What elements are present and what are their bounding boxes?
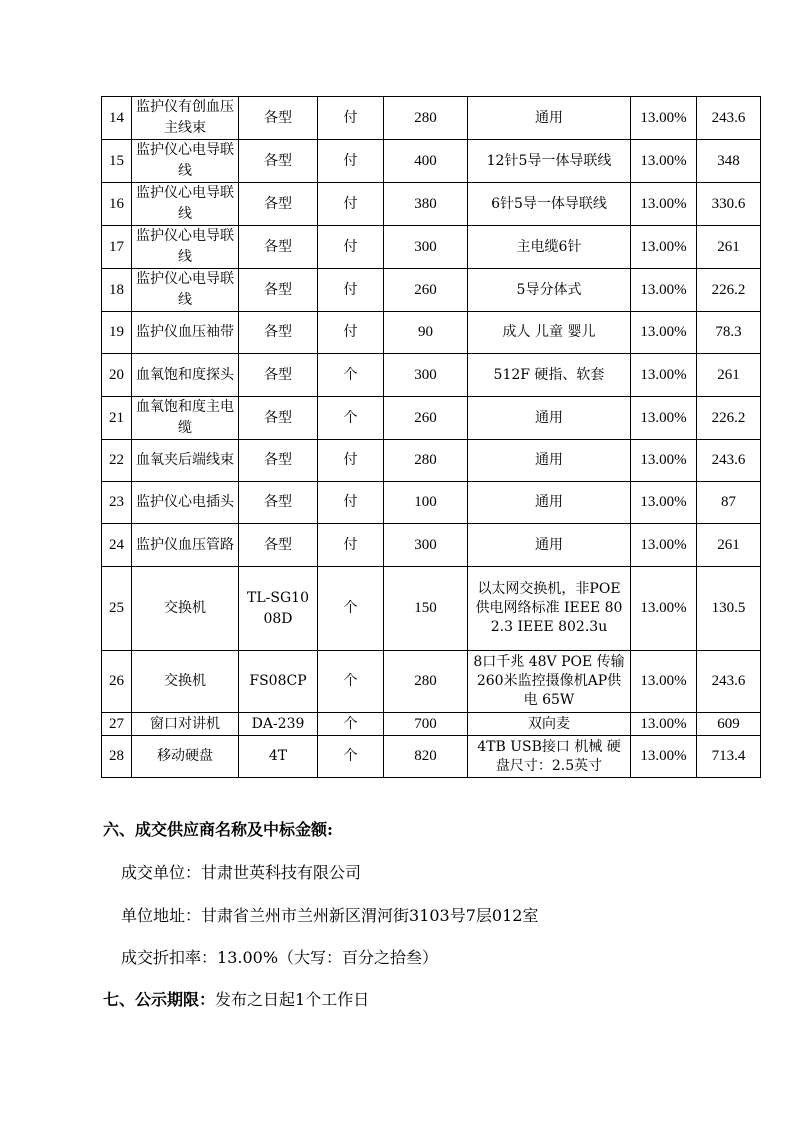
cell-remark: 成人 儿童 婴儿 xyxy=(468,312,631,354)
cell-price: 280 xyxy=(384,651,468,713)
cell-price: 300 xyxy=(384,226,468,269)
cell-amount: 330.6 xyxy=(697,183,761,226)
cell-model: 各型 xyxy=(239,440,318,482)
cell-remark: 通用 xyxy=(468,97,631,140)
cell-model: 各型 xyxy=(239,226,318,269)
cell-name: 移动硬盘 xyxy=(132,736,239,778)
cell-model: TL-SG1008D xyxy=(239,567,318,651)
address-line xyxy=(121,903,538,926)
cell-no: 23 xyxy=(102,482,132,524)
cell-remark: 4TB USB接口 机械 硬盘尺寸：2.5英寸 xyxy=(468,736,631,778)
table-row xyxy=(102,354,761,397)
company-line xyxy=(121,860,361,883)
cell-unit: 付 xyxy=(318,140,384,183)
cell-amount: 243.6 xyxy=(697,440,761,482)
table-row xyxy=(102,226,761,269)
cell-remark: 主电缆6针 xyxy=(468,226,631,269)
cell-unit: 个 xyxy=(318,354,384,397)
cell-rate: 13.00% xyxy=(631,354,697,397)
cell-name: 监护仪有创血压主线束 xyxy=(132,97,239,140)
cell-amount: 261 xyxy=(697,524,761,567)
table-row xyxy=(102,482,761,524)
cell-rate: 13.00% xyxy=(631,651,697,713)
cell-price: 280 xyxy=(384,97,468,140)
cell-no: 28 xyxy=(102,736,132,778)
cell-amount: 78.3 xyxy=(697,312,761,354)
cell-no: 18 xyxy=(102,269,132,312)
cell-remark: 通用 xyxy=(468,440,631,482)
cell-remark: 6针5导一体导联线 xyxy=(468,183,631,226)
cell-price: 280 xyxy=(384,440,468,482)
cell-price: 700 xyxy=(384,713,468,736)
cell-unit: 个 xyxy=(318,736,384,778)
cell-rate: 13.00% xyxy=(631,524,697,567)
cell-name: 窗口对讲机 xyxy=(132,713,239,736)
cell-amount: 609 xyxy=(697,713,761,736)
cell-price: 300 xyxy=(384,354,468,397)
cell-model: DA-239 xyxy=(239,713,318,736)
cell-no: 15 xyxy=(102,140,132,183)
cell-amount: 243.6 xyxy=(697,97,761,140)
cell-model: 各型 xyxy=(239,140,318,183)
cell-amount: 226.2 xyxy=(697,397,761,440)
cell-rate: 13.00% xyxy=(631,397,697,440)
cell-price: 150 xyxy=(384,567,468,651)
table-row xyxy=(102,651,761,713)
cell-remark: 通用 xyxy=(468,482,631,524)
cell-model: 各型 xyxy=(239,269,318,312)
company-name: 甘肃世英科技有限公司 xyxy=(201,863,362,882)
cell-unit: 付 xyxy=(318,226,384,269)
table-row xyxy=(102,524,761,567)
cell-no: 14 xyxy=(102,97,132,140)
section-6-heading xyxy=(103,817,333,840)
cell-unit: 付 xyxy=(318,269,384,312)
cell-rate: 13.00% xyxy=(631,567,697,651)
cell-rate: 13.00% xyxy=(631,269,697,312)
cell-price: 820 xyxy=(384,736,468,778)
cell-name: 监护仪心电插头 xyxy=(132,482,239,524)
cell-name: 监护仪心电导联线 xyxy=(132,140,239,183)
cell-no: 27 xyxy=(102,713,132,736)
table-row xyxy=(102,567,761,651)
cell-unit: 个 xyxy=(318,713,384,736)
cell-unit: 付 xyxy=(318,312,384,354)
cell-name: 监护仪血压袖带 xyxy=(132,312,239,354)
cell-rate: 13.00% xyxy=(631,97,697,140)
cell-model: 各型 xyxy=(239,312,318,354)
company-label: 成交单位： xyxy=(121,863,202,882)
discount-label: 成交折扣率： xyxy=(121,948,218,967)
cell-name: 血氧夹后端线束 xyxy=(132,440,239,482)
table-row xyxy=(102,736,761,778)
cell-rate: 13.00% xyxy=(631,482,697,524)
address-label: 单位地址： xyxy=(121,906,202,925)
cell-name: 血氧饱和度探头 xyxy=(132,354,239,397)
cell-model: 各型 xyxy=(239,354,318,397)
cell-rate: 13.00% xyxy=(631,183,697,226)
cell-rate: 13.00% xyxy=(631,312,697,354)
cell-no: 20 xyxy=(102,354,132,397)
cell-amount: 226.2 xyxy=(697,269,761,312)
cell-no: 19 xyxy=(102,312,132,354)
cell-amount: 130.5 xyxy=(697,567,761,651)
table-row xyxy=(102,269,761,312)
discount-line xyxy=(121,945,438,968)
cell-name: 监护仪心电导联线 xyxy=(132,226,239,269)
cell-no: 26 xyxy=(102,651,132,713)
cell-model: 4T xyxy=(239,736,318,778)
cell-remark: 5导分体式 xyxy=(468,269,631,312)
cell-price: 380 xyxy=(384,183,468,226)
cell-name: 交换机 xyxy=(132,651,239,713)
cell-name: 监护仪心电导联线 xyxy=(132,269,239,312)
cell-unit: 付 xyxy=(318,183,384,226)
table-row xyxy=(102,183,761,226)
cell-unit: 个 xyxy=(318,397,384,440)
cell-model: 各型 xyxy=(239,524,318,567)
table-row xyxy=(102,397,761,440)
table-body xyxy=(102,97,761,778)
cell-no: 21 xyxy=(102,397,132,440)
cell-rate: 13.00% xyxy=(631,713,697,736)
cell-remark: 双向麦 xyxy=(468,713,631,736)
publicity-period: 发布之日起1个工作日 xyxy=(215,990,370,1009)
cell-amount: 348 xyxy=(697,140,761,183)
cell-unit: 个 xyxy=(318,567,384,651)
cell-unit: 付 xyxy=(318,97,384,140)
cell-remark: 以太网交换机，非POE供电网络标准 IEEE 802.3 IEEE 802.3u xyxy=(468,567,631,651)
cell-remark: 8口千兆 48V POE 传输260米监控摄像机AP供电 65W xyxy=(468,651,631,713)
table-row xyxy=(102,713,761,736)
cell-amount: 87 xyxy=(697,482,761,524)
cell-remark: 12针5导一体导联线 xyxy=(468,140,631,183)
cell-price: 100 xyxy=(384,482,468,524)
cell-model: 各型 xyxy=(239,97,318,140)
cell-rate: 13.00% xyxy=(631,440,697,482)
cell-no: 17 xyxy=(102,226,132,269)
cell-amount: 243.6 xyxy=(697,651,761,713)
cell-model: 各型 xyxy=(239,397,318,440)
cell-name: 监护仪心电导联线 xyxy=(132,183,239,226)
cell-price: 260 xyxy=(384,269,468,312)
address-value: 甘肃省兰州市兰州新区渭河街3103号7层012室 xyxy=(201,906,539,925)
cell-remark: 通用 xyxy=(468,524,631,567)
cell-no: 16 xyxy=(102,183,132,226)
cell-name: 交换机 xyxy=(132,567,239,651)
table-row xyxy=(102,440,761,482)
cell-unit: 个 xyxy=(318,651,384,713)
cell-amount: 713.4 xyxy=(697,736,761,778)
cell-price: 400 xyxy=(384,140,468,183)
cell-no: 24 xyxy=(102,524,132,567)
section-7-title: 七、公示期限： xyxy=(103,990,216,1009)
cell-no: 22 xyxy=(102,440,132,482)
cell-amount: 261 xyxy=(697,226,761,269)
cell-amount: 261 xyxy=(697,354,761,397)
table-row xyxy=(102,97,761,140)
cell-model: 各型 xyxy=(239,183,318,226)
table-row xyxy=(102,140,761,183)
cell-price: 300 xyxy=(384,524,468,567)
cell-unit: 付 xyxy=(318,440,384,482)
cell-model: 各型 xyxy=(239,482,318,524)
price-table xyxy=(101,96,761,778)
cell-rate: 13.00% xyxy=(631,736,697,778)
section-7-line xyxy=(103,987,369,1010)
cell-remark: 通用 xyxy=(468,397,631,440)
table-row xyxy=(102,312,761,354)
cell-name: 监护仪血压管路 xyxy=(132,524,239,567)
cell-price: 90 xyxy=(384,312,468,354)
cell-rate: 13.00% xyxy=(631,226,697,269)
cell-name: 血氧饱和度主电缆 xyxy=(132,397,239,440)
cell-model: FS08CP xyxy=(239,651,318,713)
cell-price: 260 xyxy=(384,397,468,440)
cell-no: 25 xyxy=(102,567,132,651)
cell-rate: 13.00% xyxy=(631,140,697,183)
cell-unit: 付 xyxy=(318,524,384,567)
section-6-title: 六、成交供应商名称及中标金额: xyxy=(103,820,333,839)
cell-unit: 付 xyxy=(318,482,384,524)
cell-remark: 512F 硬指、软套 xyxy=(468,354,631,397)
discount-value: 13.00%（大写：百分之拾叁） xyxy=(217,948,439,967)
